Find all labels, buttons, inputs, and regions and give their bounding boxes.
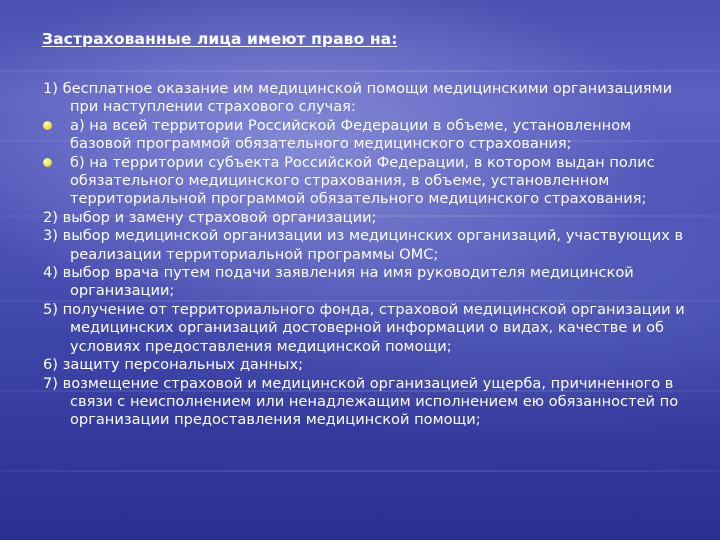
- list-item-2: 2) выбор и замену страховой организации;: [43, 208, 377, 226]
- list-item-6: 6) защиту персональных данных;: [43, 356, 304, 374]
- slide-body: [43, 80, 688, 430]
- list-item-1: 1) бесплатное оказание им медицинской помощи медицинскими организациями при наступлении страхового случая:: [43, 80, 673, 116]
- water-ripple: [0, 70, 720, 72]
- bullet-item-b: [43, 154, 688, 209]
- bullet-item-a: [43, 117, 688, 154]
- bullet-dot-icon: [43, 158, 52, 167]
- list-item-7: 7) возмещение страховой и медицинской организацией ущерба, причиненного в связи с неисполнением или ненадлежащим исполнением ею обязанностей по организации предоставления медицинской помощи;: [43, 374, 679, 429]
- list-item-4: 4) выбор врача путем подачи заявления на имя руководителя медицинской организации;: [43, 264, 634, 300]
- bullet-item-b-text: б) на территории субъекта Российской Федерации, в котором выдан полис обязательного медицинского страхования, в объеме, установленном территориальной программой обязательного медицинского страхования;: [70, 153, 655, 208]
- bullet-item-a-text: а) на всей территории Российской Федерации в объеме, установленном базовой программой обязательного медицинского страхования;: [70, 116, 632, 153]
- list-item-3: 3) выбор медицинской организации из медицинских организаций, участвующих в реализации территориальной программы ОМС;: [43, 227, 684, 263]
- water-ripple: [0, 470, 720, 472]
- list-item-5: 5) получение от территориального фонда, страховой медицинской организации и медицинских организаций достоверной информации о видах, качестве и об условиях предоставления медицинской помощи;: [43, 300, 685, 355]
- bullet-dot-icon: [43, 121, 52, 130]
- slide-title: Застрахованные лица имеют право на:: [42, 30, 398, 48]
